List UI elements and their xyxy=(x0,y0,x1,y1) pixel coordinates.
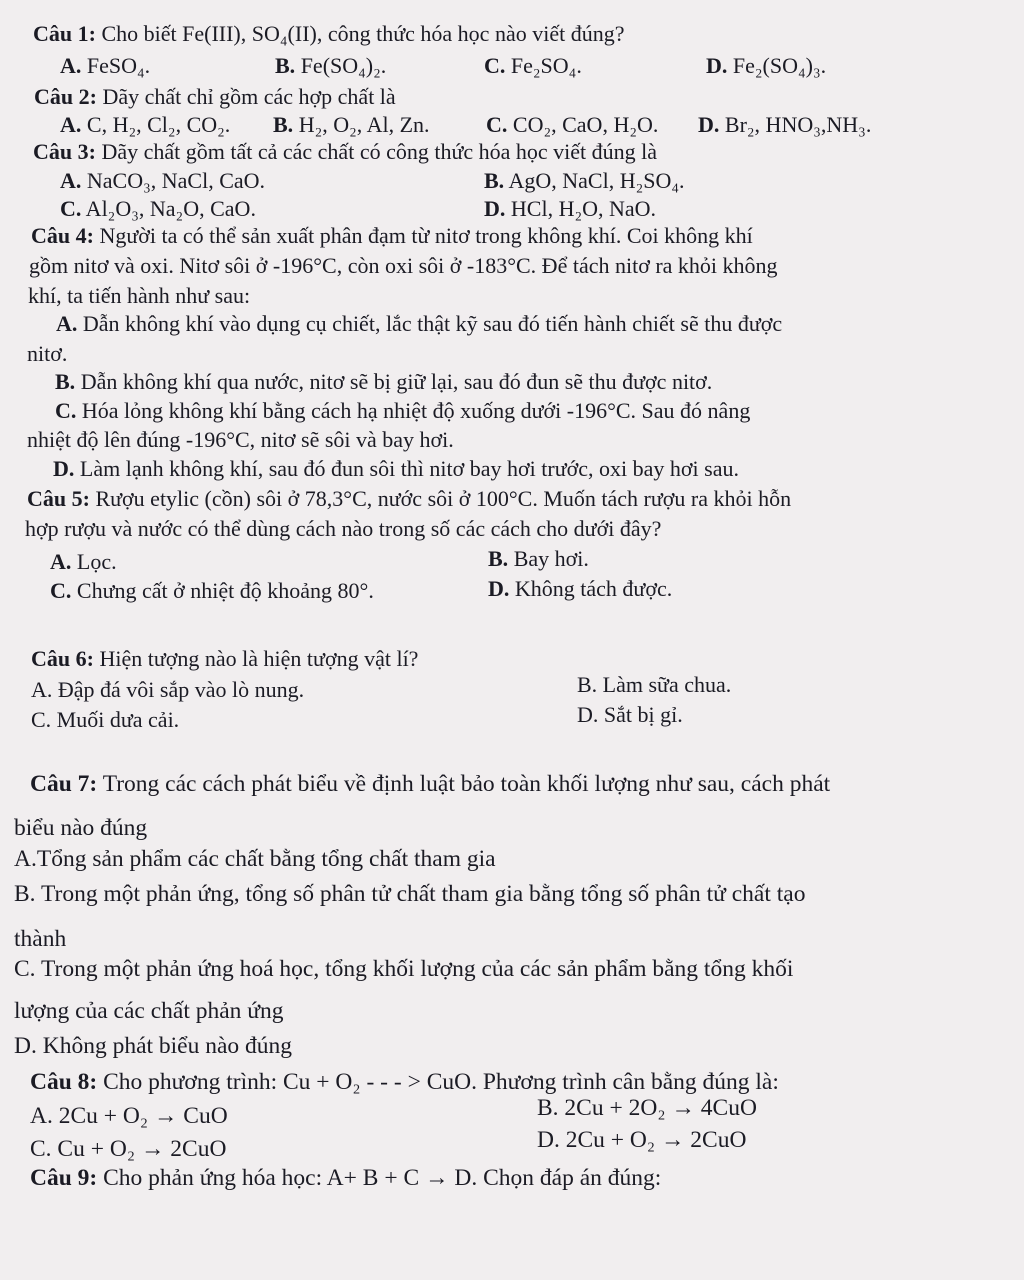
q8-option-d: D. 2Cu + O₂ → 2CuO xyxy=(537,1127,747,1153)
q7-option-c: C. Trong một phản ứng hoá học, tổng khối lượng của các sản phẩm bằng tổng khối xyxy=(14,956,794,982)
q5-option-c: C. Chưng cất ở nhiệt độ khoảng 80°. xyxy=(50,578,374,603)
q6-option-b: B. Làm sữa chua. xyxy=(577,672,732,697)
q7-option-a: A.Tổng sản phẩm các chất bằng tổng chất tham gia xyxy=(14,846,496,872)
question-7-line: biểu nào đúng xyxy=(14,815,148,841)
q1-option-b: B. Fe(SO₄)₂. xyxy=(275,53,387,78)
question-4-line: gồm nitơ và oxi. Nitơ sôi ở -196°C, còn oxi sôi ở -183°C. Để tách nitơ ra khỏi không xyxy=(29,253,778,278)
q7-option-b: B. Trong một phản ứng, tổng số phân tử chất tham gia bằng tổng số phân tử chất tạo xyxy=(14,881,806,907)
question-text: Cho phản ứng hóa học: A+ B + C → D. Chọn đáp án đúng: xyxy=(97,1165,662,1191)
question-3 xyxy=(33,138,657,166)
question-label: Câu 7: xyxy=(30,771,98,797)
question-text: Cho biết Fe(III), SO₄(II), công thức hóa học nào viết đúng? xyxy=(95,21,625,46)
question-4 xyxy=(31,222,753,250)
q2-option-d: D. Br₂, HNO₃,NH₃. xyxy=(698,112,872,137)
q3-option-a: A. NaCO₃, NaCl, CaO. xyxy=(60,168,266,193)
q8-option-b: B. 2Cu + 2O₂ → 4CuO xyxy=(537,1095,757,1121)
q4-option-c-cont: nhiệt độ lên đúng -196°C, nitơ sẽ sôi và bay hơi. xyxy=(27,427,454,452)
question-text: Cho phương trình: Cu + O₂ - - - > CuO. Phương trình cân bằng đúng là: xyxy=(97,1069,779,1095)
question-6 xyxy=(31,645,418,673)
q8-option-c: C. Cu + O₂ → 2CuO xyxy=(30,1136,227,1162)
q6-option-d: D. Sắt bị gỉ. xyxy=(577,702,683,727)
q2-option-b: B. H₂, O₂, Al, Zn. xyxy=(273,112,430,137)
question-1 xyxy=(33,20,624,48)
question-8 xyxy=(30,1068,779,1096)
q5-option-b: B. Bay hơi. xyxy=(488,546,589,571)
question-text: Trong các cách phát biểu về định luật bảo toàn khối lượng như sau, cách phát xyxy=(97,771,831,797)
question-label: Câu 2: xyxy=(34,84,97,109)
question-4-line: khí, ta tiến hành như sau: xyxy=(28,283,251,308)
q3-option-d: D. HCl, H₂O, NaO. xyxy=(484,196,657,221)
question-text: Hiện tượng nào là hiện tượng vật lí? xyxy=(93,646,419,671)
q7-option-c-cont: lượng của các chất phản ứng xyxy=(14,998,284,1024)
question-5 xyxy=(27,485,791,513)
q2-option-a: A. C, H₂, Cl₂, CO₂. xyxy=(60,112,231,137)
q3-option-c: C. Al₂O₃, Na₂O, CaO. xyxy=(60,196,256,221)
q5-option-a: A. Lọc. xyxy=(50,549,117,574)
question-5-line: hợp rượu và nước có thể dùng cách nào trong số các cách cho dưới đây? xyxy=(25,516,662,541)
q7-option-b-cont: thành xyxy=(14,926,67,952)
question-text: Rượu etylic (cồn) sôi ở 78,3°C, nước sôi ở 100°C. Muốn tách rượu ra khỏi hỗn xyxy=(89,486,792,511)
q1-option-a: A. FeSO₄. xyxy=(60,53,151,78)
question-label: Câu 1: xyxy=(33,21,96,46)
question-label: Câu 3: xyxy=(33,139,96,164)
q4-option-b: B. Dẫn không khí qua nước, nitơ sẽ bị giữ lại, sau đó đun sẽ thu được nitơ. xyxy=(55,369,713,394)
question-label: Câu 9: xyxy=(30,1165,98,1191)
question-7 xyxy=(30,770,830,798)
question-label: Câu 8: xyxy=(30,1069,98,1095)
q4-option-a-cont: nitơ. xyxy=(27,341,68,366)
question-label: Câu 5: xyxy=(27,486,90,511)
q5-option-d: D. Không tách được. xyxy=(488,576,673,601)
q1-option-d: D. Fe₂(SO₄)₃. xyxy=(706,53,827,78)
q4-option-c: C. Hóa lỏng không khí bằng cách hạ nhiệt độ xuống dưới -196°C. Sau đó nâng xyxy=(55,398,751,423)
question-text: Dãy chất chỉ gồm các hợp chất là xyxy=(96,84,396,109)
q4-option-a: A. Dẫn không khí vào dụng cụ chiết, lắc thật kỹ sau đó tiến hành chiết sẽ thu được xyxy=(56,311,783,336)
question-2 xyxy=(34,83,396,111)
q1-option-c: C. Fe₂SO₄. xyxy=(484,53,582,78)
q2-option-c: C. CO₂, CaO, H₂O. xyxy=(486,112,659,137)
question-9 xyxy=(30,1164,661,1192)
question-label: Câu 6: xyxy=(31,646,94,671)
question-label: Câu 4: xyxy=(31,223,94,248)
q7-option-d: D. Không phát biểu nào đúng xyxy=(14,1033,293,1059)
q6-option-c: C. Muối dưa cải. xyxy=(31,707,180,732)
question-text: Dãy chất gồm tất cả các chất có công thức hóa học viết đúng là xyxy=(95,139,658,164)
q8-option-a: A. 2Cu + O₂ → CuO xyxy=(30,1103,228,1129)
question-text: Người ta có thể sản xuất phân đạm từ nitơ trong không khí. Coi không khí xyxy=(93,223,753,248)
q6-option-a: A. Đập đá vôi sắp vào lò nung. xyxy=(31,677,305,702)
q4-option-d: D. Làm lạnh không khí, sau đó đun sôi thì nitơ bay hơi trước, oxi bay hơi sau. xyxy=(53,456,739,481)
q3-option-b: B. AgO, NaCl, H₂SO₄. xyxy=(484,168,685,193)
